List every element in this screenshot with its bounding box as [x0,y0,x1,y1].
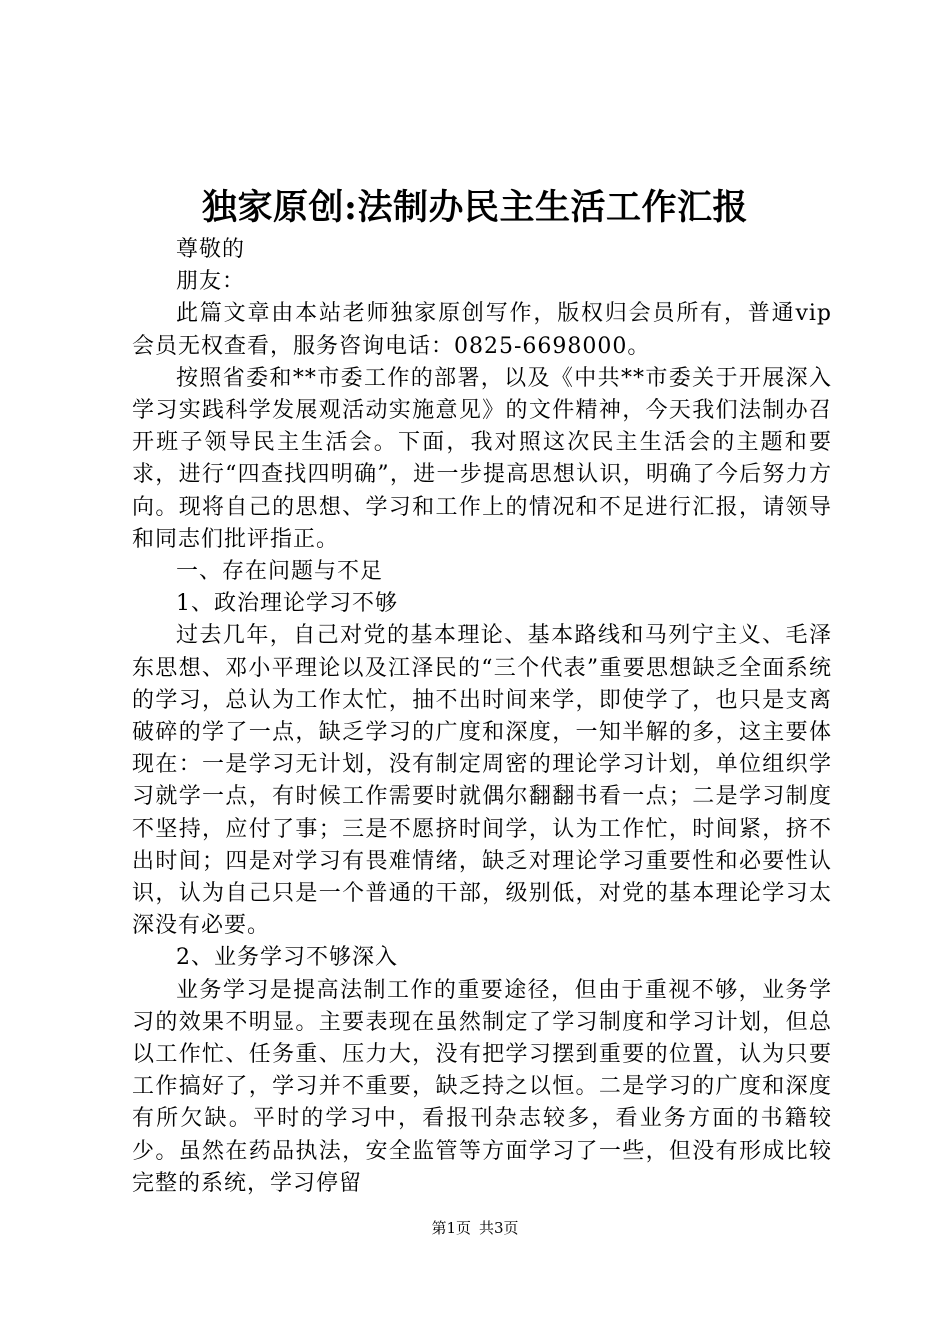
page-number: 第1页 [431,1219,471,1237]
document-title: 独家原创:法制办民主生活工作汇报 [202,187,748,228]
subheading-political-theory: 1、政治理论学习不够 [176,591,398,617]
document-body [132,234,832,1200]
salutation-line-1: 尊敬的 [176,237,246,262]
salutation-line-2: 朋友： [176,269,246,295]
page-footer [0,1218,950,1238]
page-total: 共3页 [479,1219,519,1237]
subheading-business-study: 2、业务学习不够深入 [176,945,398,971]
section-heading-problems: 一、存在问题与不足 [176,559,384,585]
copyright-notice-paragraph: 此篇文章由本站老师独家原创写作，版权归会员所有，普通vip会员无权查看，服务咨询电话：0825-6698000。 [132,301,832,359]
intro-paragraph: 按照省委和**市委工作的部署，以及《中共**市委关于开展深入学习实践科学发展观活动实施意见》的文件精神，今天我们法制办召开班子领导民主生活会。下面，我对照这次民主生活会的主题和要求，进行“四查找四明确”，进一步提高思想认识，明确了今后努力方向。现将自己的思想、学习和工作上的情况和不足进行汇报，请领导和同志们批评指正。 [132,365,832,552]
political-theory-paragraph: 过去几年，自己对党的基本理论、基本路线和马列宁主义、毛泽东思想、邓小平理论以及江泽民的“三个代表”重要思想缺乏全面系统的学习，总认为工作太忙，抽不出时间来学，即使学了，也只是支离破碎的学了一点，缺乏学习的广度和深度，一知半解的多，这主要体现在：一是学习无计划，没有制定周密的理论学习计划，单位组织学习就学一点，有时候工作需要时就偶尔翻翻书看一点；二是学习制度不坚持，应付了事；三是不愿挤时间学，认为工作忙，时间紧，挤不出时间；四是对学习有畏难情绪，缺乏对理论学习重要性和必要性认识，认为自己只是一个普通的干部，级别低，对党的基本理论学习太深没有必要。 [132,623,832,939]
business-study-paragraph: 业务学习是提高法制工作的重要途径，但由于重视不够，业务学习的效果不明显。主要表现在虽然制定了学习制度和学习计划，但总以工作忙、任务重、压力大，没有把学习摆到重要的位置，认为只要工作搞好了，学习并不重要，缺乏持之以恒。二是学习的广度和深度有所欠缺。平时的学习中，看报刊杂志较多，看业务方面的书籍较少。虽然在药品执法，安全监管等方面学习了一些，但没有形成比较完整的系统，学习停留 [132,977,832,1196]
